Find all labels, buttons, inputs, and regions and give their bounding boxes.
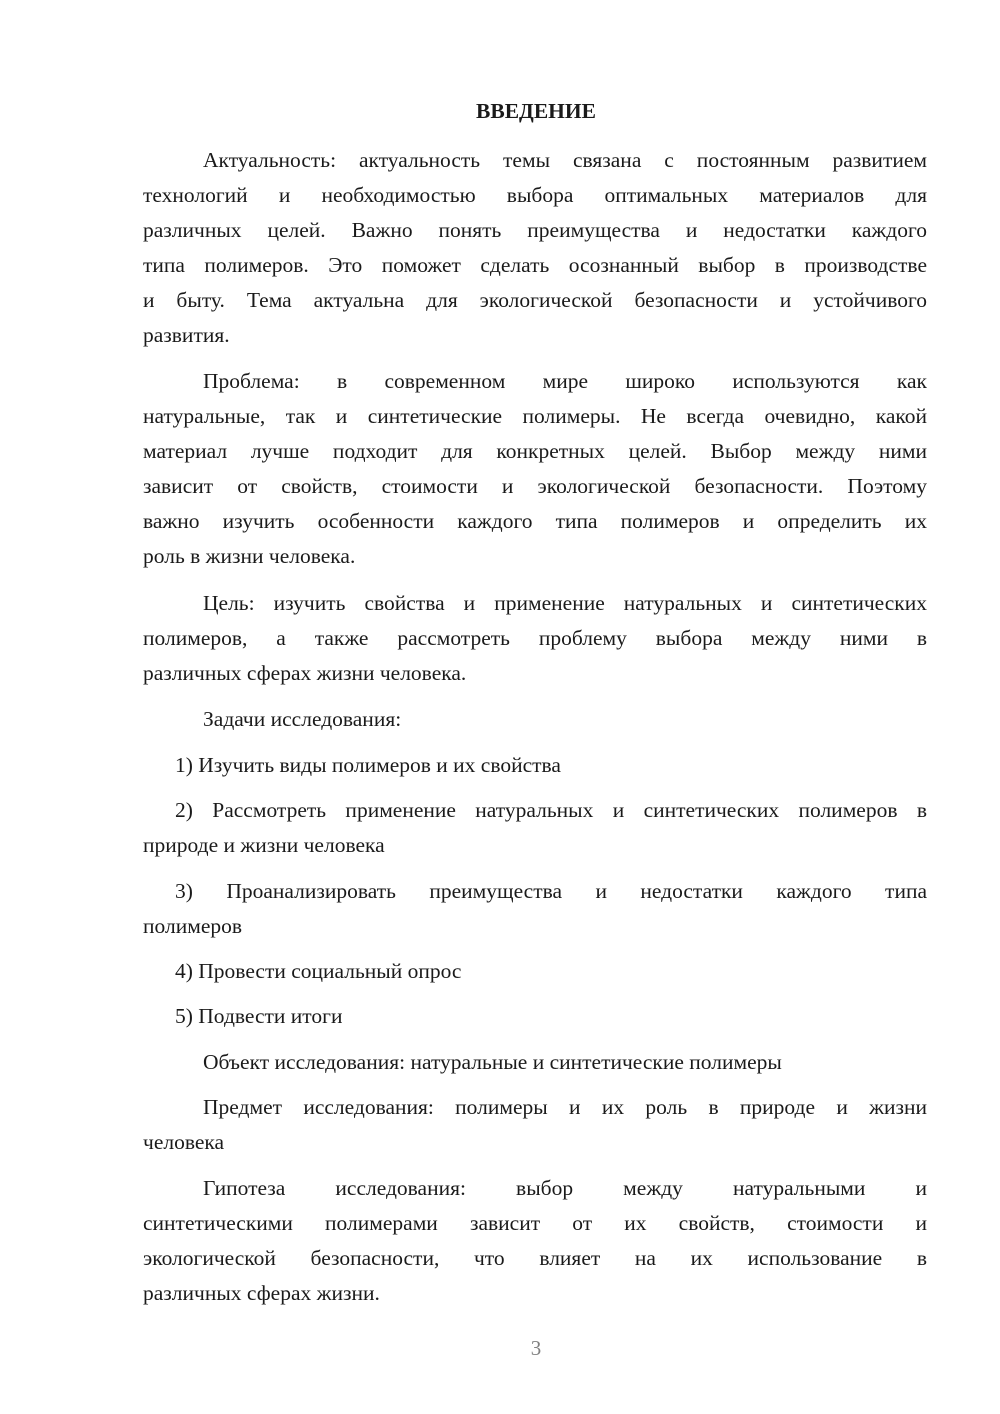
- text-line: Гипотеза исследования: выбор между натуральными и: [203, 1176, 927, 1200]
- text-line: различных целей. Важно понять преимущества и недостатки каждого: [143, 218, 927, 242]
- text-line: Цель: изучить свойства и применение натуральных и синтетических: [203, 591, 927, 615]
- task-item-3: [143, 874, 927, 944]
- text-line: синтетическими полимерами зависит от их свойств, стоимости и: [143, 1211, 927, 1235]
- text-line: различных сферах жизни человека.: [143, 661, 467, 685]
- text-line: развития.: [143, 323, 230, 347]
- task-item-5: [143, 999, 927, 1034]
- task-item-2: [143, 793, 927, 863]
- task-item-1: [143, 748, 927, 783]
- text-line: технологий и необходимостью выбора оптимальных материалов для: [143, 183, 927, 207]
- text-line: роль в жизни человека.: [143, 544, 356, 568]
- text-line: природе и жизни человека: [143, 833, 385, 857]
- text-line: полимеров: [143, 914, 243, 938]
- text-line: зависит от свойств, стоимости и экологической безопасности. Поэтому: [143, 474, 927, 498]
- text-line: 3) Проанализировать преимущества и недостатки каждого типа: [175, 879, 927, 903]
- paragraph-hypothesis: [143, 1171, 927, 1311]
- task-item-4: [143, 954, 927, 989]
- text-line: и быту. Тема актуальна для экологической безопасности и устойчивого: [143, 288, 927, 312]
- text-line: важно изучить особенности каждого типа полимеров и определить их: [143, 509, 927, 533]
- text-line: Объект исследования: натуральные и синтетические полимеры: [203, 1050, 782, 1074]
- text-line: Актуальность: актуальность темы связана с постоянным развитием: [203, 148, 927, 172]
- paragraph-relevance: [143, 143, 927, 353]
- paragraph-object: [143, 1045, 927, 1080]
- page-number: 3: [530, 1336, 542, 1360]
- section-title: ВВЕДЕНИЕ: [476, 99, 596, 123]
- text-line: материал лучше подходит для конкретных целей. Выбор между ними: [143, 439, 927, 463]
- text-line: типа полимеров. Это поможет сделать осознанный выбор в производстве: [143, 253, 927, 277]
- text-line: натуральные, так и синтетические полимеры. Не всегда очевидно, какой: [143, 404, 927, 428]
- paragraph-subject: [143, 1090, 927, 1160]
- text-line: полимеров, а также рассмотреть проблему выбора между ними в: [143, 626, 927, 650]
- paragraph-goal: [143, 586, 927, 691]
- text-line: 4) Провести социальный опрос: [175, 959, 462, 983]
- text-line: Проблема: в современном мире широко используются как: [203, 369, 927, 393]
- text-line: Задачи исследования:: [203, 707, 402, 731]
- paragraph-tasks-heading: [143, 702, 927, 737]
- text-line: 2) Рассмотреть применение натуральных и синтетических полимеров в: [175, 798, 927, 822]
- paragraph-problem: [143, 364, 927, 574]
- text-line: 5) Подвести итоги: [175, 1004, 343, 1028]
- text-line: 1) Изучить виды полимеров и их свойства: [175, 753, 561, 777]
- text-line: человека: [143, 1130, 225, 1154]
- text-line: различных сферах жизни.: [143, 1281, 380, 1305]
- text-line: Предмет исследования: полимеры и их роль в природе и жизни: [203, 1095, 927, 1119]
- text-line: экологической безопасности, что влияет на их использование в: [143, 1246, 927, 1270]
